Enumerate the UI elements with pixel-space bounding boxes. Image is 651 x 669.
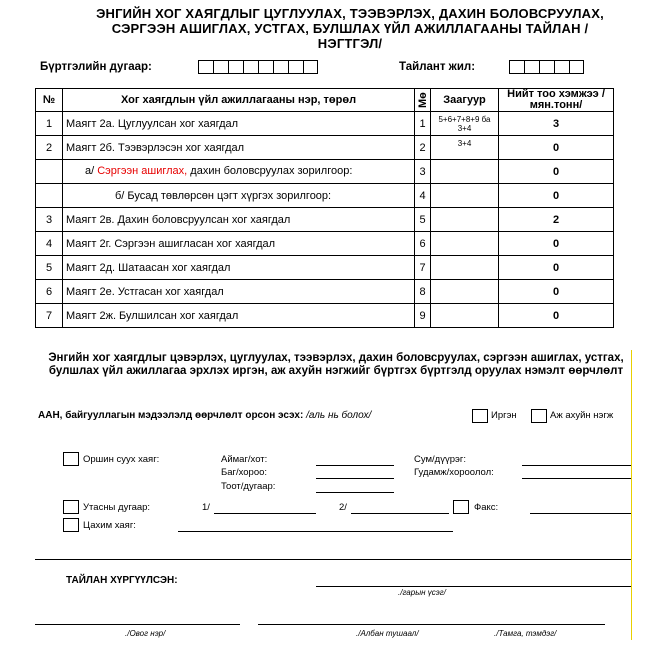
company-label: Аж ахуйн нэгж <box>550 410 614 421</box>
col-header-name: Хог хаягдлын үйл ажиллагааны нэр, төрөл <box>63 89 415 112</box>
row-no: 3 <box>36 208 63 232</box>
sum-field[interactable] <box>522 465 631 466</box>
position-field[interactable] <box>258 624 500 625</box>
position-caption: ./Албан тушаал/ <box>356 629 419 638</box>
fax-field[interactable] <box>530 513 631 514</box>
phone1-label: 1/ <box>202 502 210 513</box>
row-name: Маягт 2е. Устгасан хог хаягдал <box>63 280 415 304</box>
table-row <box>36 184 614 208</box>
registration-number-label: Бүртгэлийн дугаар: <box>40 61 152 73</box>
submitted-by-label: ТАЙЛАН ХҮРГҮҮЛСЭН: <box>66 575 178 586</box>
stamp-caption: ./Тамга, тэмдэг/ <box>494 629 557 638</box>
company-checkbox[interactable] <box>531 409 547 423</box>
row-formula <box>431 160 499 184</box>
table-row <box>36 160 614 184</box>
row-mo: 6 <box>415 232 431 256</box>
phone-checkbox[interactable] <box>63 500 79 514</box>
citizen-label: Иргэн <box>491 410 517 421</box>
col-header-no: № <box>36 89 63 112</box>
col-header-total: Нийт тоо хэмжээ /мян.тонн/ <box>499 89 614 112</box>
row-mo: 4 <box>415 184 431 208</box>
row-no <box>36 184 63 208</box>
bag-label: Баг/хороо: <box>221 467 268 478</box>
row-total[interactable]: 0 <box>499 232 614 256</box>
row-mo: 1 <box>415 112 431 136</box>
row-no: 6 <box>36 280 63 304</box>
row-total[interactable]: 0 <box>499 304 614 328</box>
aimag-field[interactable] <box>316 465 394 466</box>
street-field[interactable] <box>522 478 631 479</box>
bag-field[interactable] <box>316 478 394 479</box>
change-question: ААН, байгууллагын мэдээлэлд өөрчлөлт орсон эсэх: /аль нь болох/ <box>38 410 372 421</box>
row-name: Маягт 2в. Дахин боловсруулсан хог хаягдал <box>63 208 415 232</box>
row-formula <box>431 256 499 280</box>
report-year-label: Тайлант жил: <box>399 61 476 73</box>
registration-number-boxes[interactable] <box>198 60 318 74</box>
row-formula <box>431 280 499 304</box>
stamp-field[interactable] <box>485 624 605 625</box>
col-header-mo: Мө <box>415 89 431 112</box>
row-mo: 2 <box>415 136 431 160</box>
row-name: б/ Бусад төвлөрсөн цэгт хүргэх зорилгоор: <box>63 184 415 208</box>
row-mo: 3 <box>415 160 431 184</box>
row-total[interactable]: 0 <box>499 160 614 184</box>
section-divider <box>35 559 631 560</box>
report-year-boxes[interactable] <box>509 60 584 74</box>
email-checkbox[interactable] <box>63 518 79 532</box>
fax-checkbox[interactable] <box>453 500 469 514</box>
row-name: Маягт 2б. Тээвэрлэсэн хог хаягдал <box>63 136 415 160</box>
row-total[interactable]: 0 <box>499 280 614 304</box>
signature-field[interactable] <box>316 586 631 587</box>
row-formula <box>431 208 499 232</box>
surname-caption: ./Овог нэр/ <box>125 629 166 638</box>
table-row <box>36 136 614 160</box>
row-formula <box>431 184 499 208</box>
row-name: Маягт 2д. Шатаасан хог хаягдал <box>63 256 415 280</box>
street-label: Гудамж/хороолол: <box>414 467 494 478</box>
row-formula: 5+6+7+8+9 ба 3+4 <box>431 112 499 136</box>
toot-field[interactable] <box>316 492 394 493</box>
row-no: 5 <box>36 256 63 280</box>
row-name: Маягт 2а. Цуглуулсан хог хаягдал <box>63 112 415 136</box>
table-row <box>36 280 614 304</box>
fax-label: Факс: <box>474 502 499 513</box>
row-total[interactable]: 3 <box>499 112 614 136</box>
row-formula: 3+4 <box>431 136 499 160</box>
email-label: Цахим хаяг: <box>83 520 136 531</box>
row-name-highlight: Сэргээн ашиглах, <box>97 165 188 177</box>
sum-label: Сум/дүүрэг: <box>414 454 466 465</box>
table-row <box>36 304 614 328</box>
phone2-field[interactable] <box>351 513 449 514</box>
row-name: Маягт 2г. Сэргээн ашигласан хог хаягдал <box>63 232 415 256</box>
email-field[interactable] <box>178 531 453 532</box>
section-title: Энгийн хог хаягдлыг цэвэрлэх, цуглуулах, тээвэрлэх, дахин боловсруулах, сэргээн ашиглах, устгах, булшлах үйл ажиллагаа эрхлэх иргэн, аж ахуйн нэгжийг бүртгэх бүртгэлд оруулах нэмэлт өөрчлөлт <box>48 352 624 377</box>
report-title: ЭНГИЙН ХОГ ХАЯГДЛЫГ ЦУГЛУУЛАХ, ТЭЭВЭРЛЭХ, ДАХИН БОЛОВСРУУЛАХ, СЭРГЭЭН АШИГЛАХ, УСТГАХ, БУЛШЛАХ ҮЙЛ АЖИЛЛАГААНЫ ТАЙЛАН /НЭГТГЭЛ/ <box>96 6 604 51</box>
table-row <box>36 232 614 256</box>
row-total[interactable]: 0 <box>499 256 614 280</box>
row-mo: 5 <box>415 208 431 232</box>
row-mo: 9 <box>415 304 431 328</box>
table-header-row <box>36 89 614 112</box>
row-total[interactable]: 0 <box>499 136 614 160</box>
phone2-label: 2/ <box>339 502 347 513</box>
col-header-formula: Заагуур <box>431 89 499 112</box>
row-total[interactable]: 0 <box>499 184 614 208</box>
row-no <box>36 160 63 184</box>
address-checkbox[interactable] <box>63 452 79 466</box>
row-mo: 8 <box>415 280 431 304</box>
report-table <box>35 88 614 328</box>
signature-caption: ./гарын үсэг/ <box>398 588 446 597</box>
phone-label: Утасны дугаар: <box>83 502 151 513</box>
row-mo: 7 <box>415 256 431 280</box>
phone1-field[interactable] <box>214 513 316 514</box>
row-name: Маягт 2ж. Булшилсан хог хаягдал <box>63 304 415 328</box>
table-row <box>36 256 614 280</box>
row-no: 7 <box>36 304 63 328</box>
row-no: 4 <box>36 232 63 256</box>
row-formula <box>431 232 499 256</box>
citizen-checkbox[interactable] <box>472 409 488 423</box>
table-row <box>36 112 614 136</box>
toot-label: Тоот/дугаар: <box>221 481 276 492</box>
aimag-label: Аймаг/хот: <box>221 454 268 465</box>
change-hint: /аль нь болох/ <box>306 410 372 421</box>
surname-field[interactable] <box>35 624 240 625</box>
page-break-line <box>631 350 632 640</box>
row-formula <box>431 304 499 328</box>
row-no: 1 <box>36 112 63 136</box>
row-no: 2 <box>36 136 63 160</box>
row-name: а/ Сэргээн ашиглах, дахин боловсруулах зорилгоор: <box>63 160 415 184</box>
row-total[interactable]: 2 <box>499 208 614 232</box>
address-label: Оршин суух хаяг: <box>83 454 160 465</box>
table-row <box>36 208 614 232</box>
